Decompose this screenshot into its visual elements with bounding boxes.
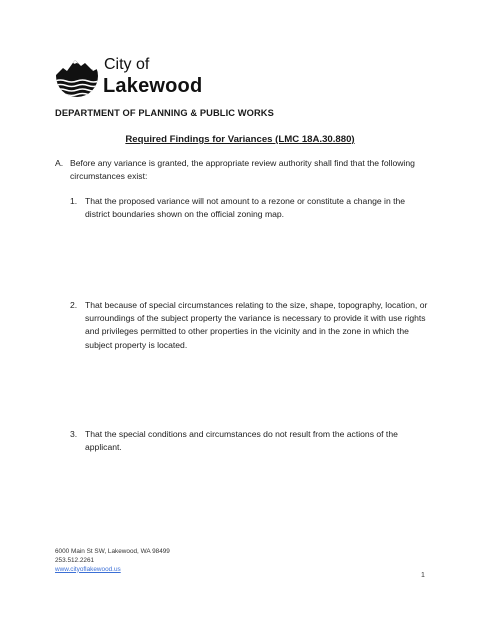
logo-text-lakewood: Lakewood [103, 75, 203, 97]
intro-marker: A. [55, 158, 64, 168]
list-item-text: That because of special circumstances relating to the size, shape, topography, location, or surroundings of the subject property the variance is necessary to provide it with use rights and privileges permitted to other properties in the vicinity and in the zone in which the subject property is located. [85, 300, 428, 350]
city-logo [55, 54, 203, 98]
list-item-number: 3. [70, 429, 78, 439]
footer-phone: 253.512.2261 [55, 556, 95, 564]
list-item [70, 195, 430, 221]
page-number: 1 [421, 572, 425, 579]
list-item-number: 2. [70, 300, 78, 310]
document-title: Required Findings for Variances (LMC 18A.30.880) [125, 134, 355, 145]
department-heading: DEPARTMENT OF PLANNING & PUBLIC WORKS [55, 108, 274, 118]
list-item [70, 299, 430, 352]
list-item [70, 428, 430, 454]
list-item-number: 1. [70, 196, 78, 206]
logo-text-city-of: City of [104, 56, 150, 73]
intro-text: Before any variance is granted, the appropriate review authority shall find that the following circumstances exist: [70, 158, 415, 182]
intro-paragraph [55, 157, 430, 183]
footer-website-link[interactable]: www.cityoflakewood.us [55, 565, 121, 573]
list-item-text: That the special conditions and circumstances do not result from the actions of the applicant. [85, 429, 398, 453]
list-item-text: That the proposed variance will not amount to a rezone or constitute a change in the district boundaries shown on the official zoning map. [85, 196, 406, 220]
footer-address: 6000 Main St SW, Lakewood, WA 98499 [55, 548, 170, 555]
footer-contact [55, 548, 170, 574]
mountain-waves-icon [55, 54, 99, 98]
